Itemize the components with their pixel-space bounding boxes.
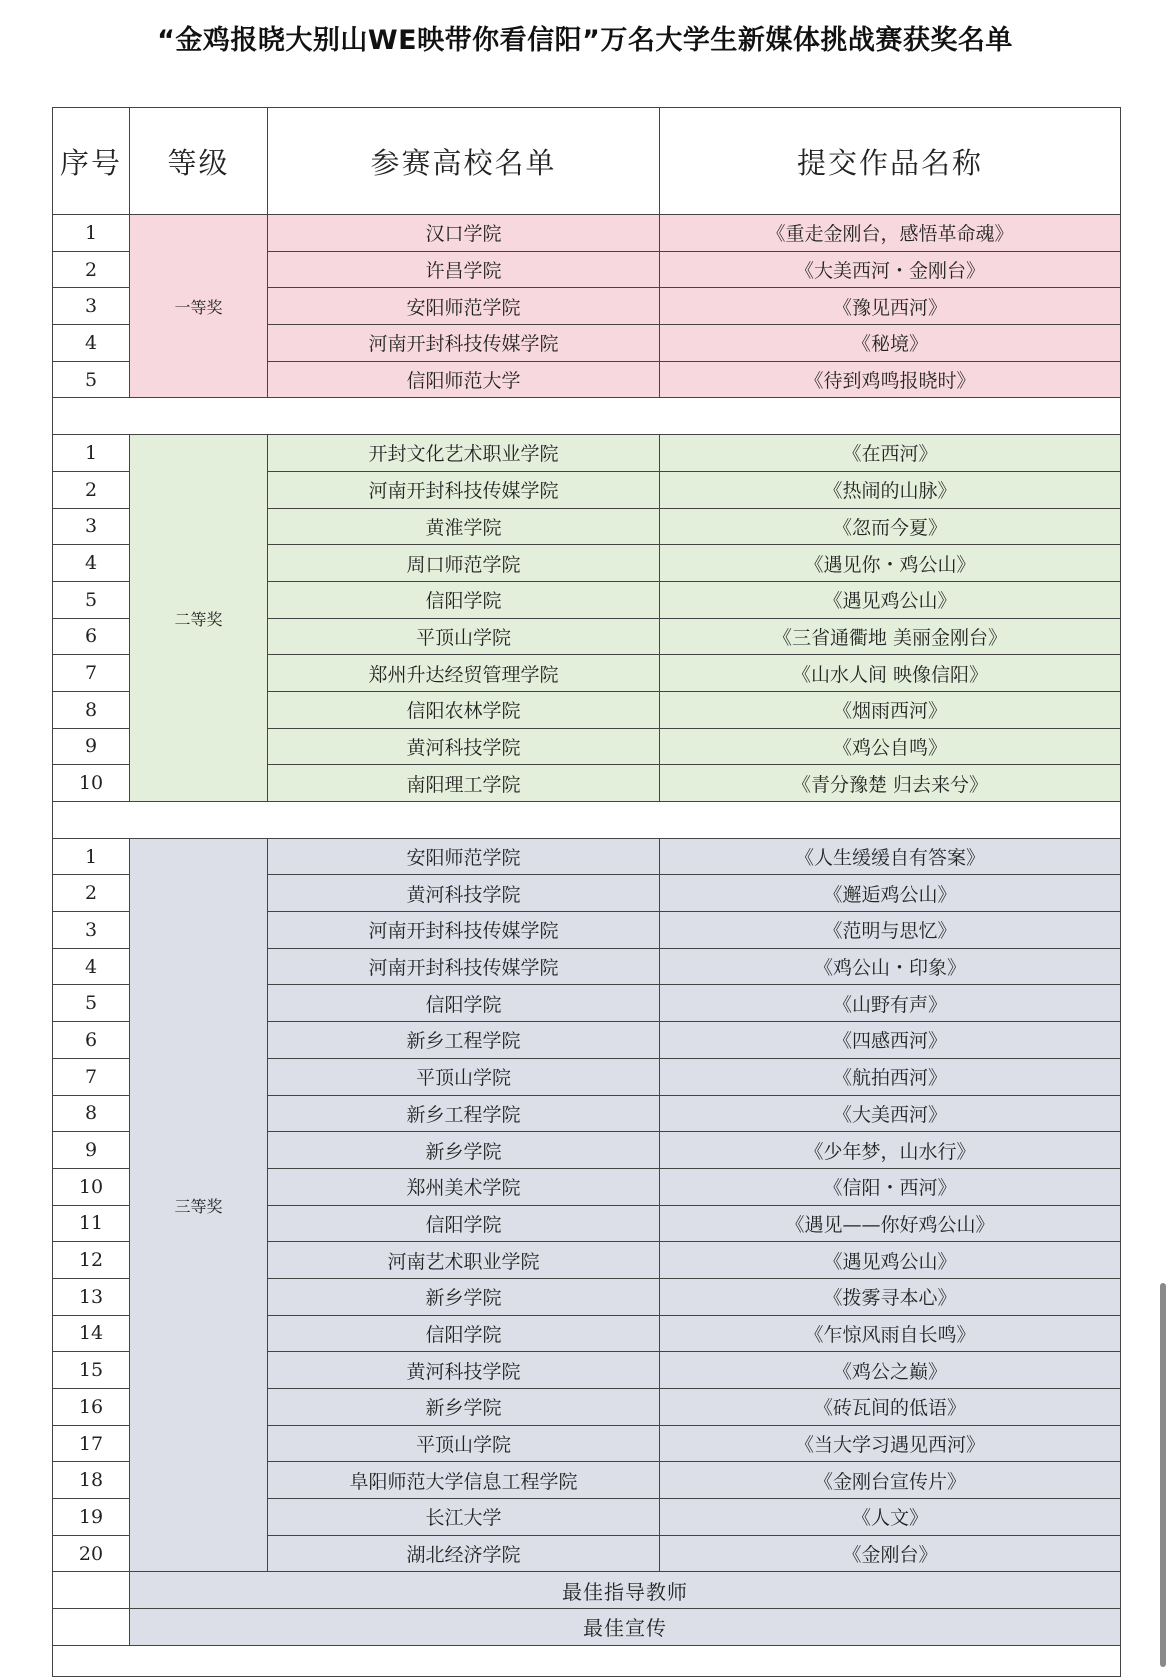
row-number: 2 <box>53 875 130 912</box>
tier-label: 二等奖 <box>130 435 268 802</box>
row-number: 1 <box>53 215 130 252</box>
work-title: 《航拍西河》 <box>660 1058 1121 1095</box>
work-title: 《鸡公自鸣》 <box>660 728 1121 765</box>
work-title: 《范明与思忆》 <box>660 912 1121 949</box>
row-number: 9 <box>53 1132 130 1169</box>
row-number: 5 <box>53 361 130 398</box>
school-name: 开封文化艺术职业学院 <box>268 435 660 472</box>
work-title: 《豫见西河》 <box>660 288 1121 325</box>
row-number: 10 <box>53 765 130 802</box>
work-title: 《遇见——你好鸡公山》 <box>660 1205 1121 1242</box>
school-name: 郑州升达经贸管理学院 <box>268 655 660 692</box>
blank-row <box>53 1645 1121 1676</box>
school-name: 新乡学院 <box>268 1278 660 1315</box>
header-number: 序号 <box>53 108 130 215</box>
work-title: 《鸡公之巅》 <box>660 1352 1121 1389</box>
table-row <box>53 215 1121 252</box>
school-name: 湖北经济学院 <box>268 1535 660 1572</box>
school-name: 平顶山学院 <box>268 1425 660 1462</box>
work-title: 《少年梦，山水行》 <box>660 1132 1121 1169</box>
work-title: 《烟雨西河》 <box>660 691 1121 728</box>
school-name: 信阳学院 <box>268 985 660 1022</box>
work-title: 《人文》 <box>660 1499 1121 1536</box>
footer-label: 最佳指导教师 <box>130 1572 1121 1609</box>
footer-empty-cell <box>53 1609 130 1646</box>
school-name: 汉口学院 <box>268 215 660 252</box>
separator-cell <box>53 398 1121 435</box>
row-number: 20 <box>53 1535 130 1572</box>
school-name: 河南开封科技传媒学院 <box>268 471 660 508</box>
row-number: 6 <box>53 618 130 655</box>
work-title: 《大美西河》 <box>660 1095 1121 1132</box>
footer-label: 最佳宣传 <box>130 1609 1121 1646</box>
work-title: 《拨雾寻本心》 <box>660 1278 1121 1315</box>
school-name: 信阳学院 <box>268 581 660 618</box>
row-number: 5 <box>53 985 130 1022</box>
work-title: 《砖瓦间的低语》 <box>660 1389 1121 1426</box>
school-name: 周口师范学院 <box>268 545 660 582</box>
row-number: 1 <box>53 435 130 472</box>
school-name: 新乡学院 <box>268 1132 660 1169</box>
row-number: 10 <box>53 1168 130 1205</box>
school-name: 信阳学院 <box>268 1205 660 1242</box>
work-title: 《青分豫楚 归去来兮》 <box>660 765 1121 802</box>
separator-cell <box>53 802 1121 839</box>
page-title: “金鸡报晓大别山WE映带你看信阳”万名大学生新媒体挑战赛获奖名单 <box>157 25 1013 56</box>
school-name: 平顶山学院 <box>268 618 660 655</box>
school-name: 河南艺术职业学院 <box>268 1242 660 1279</box>
row-number: 18 <box>53 1462 130 1499</box>
row-number: 8 <box>53 691 130 728</box>
work-title: 《大美西河・金刚台》 <box>660 251 1121 288</box>
row-number: 14 <box>53 1315 130 1352</box>
work-title: 《信阳・西河》 <box>660 1168 1121 1205</box>
row-number: 9 <box>53 728 130 765</box>
row-number: 1 <box>53 838 130 875</box>
row-number: 4 <box>53 545 130 582</box>
header-school: 参赛高校名单 <box>268 108 660 215</box>
work-title: 《在西河》 <box>660 435 1121 472</box>
school-name: 黄河科技学院 <box>268 728 660 765</box>
work-title: 《四感西河》 <box>660 1022 1121 1059</box>
work-title: 《金刚台宣传片》 <box>660 1462 1121 1499</box>
table-row <box>53 838 1121 875</box>
school-name: 许昌学院 <box>268 251 660 288</box>
school-name: 黄河科技学院 <box>268 1352 660 1389</box>
school-name: 南阳理工学院 <box>268 765 660 802</box>
work-title: 《三省通衢地 美丽金刚台》 <box>660 618 1121 655</box>
footer-row <box>53 1572 1121 1609</box>
row-number: 13 <box>53 1278 130 1315</box>
table-header-row <box>53 108 1121 215</box>
school-name: 河南开封科技传媒学院 <box>268 948 660 985</box>
tier-label: 一等奖 <box>130 215 268 398</box>
row-number: 7 <box>53 655 130 692</box>
row-number: 3 <box>53 912 130 949</box>
school-name: 新乡工程学院 <box>268 1095 660 1132</box>
tier-label: 三等奖 <box>130 838 268 1572</box>
work-title: 《人生缓缓自有答案》 <box>660 838 1121 875</box>
work-title: 《秘境》 <box>660 325 1121 362</box>
school-name: 黄河科技学院 <box>268 875 660 912</box>
school-name: 河南开封科技传媒学院 <box>268 325 660 362</box>
group-separator <box>53 802 1121 839</box>
row-number: 4 <box>53 325 130 362</box>
work-title: 《当大学习遇见西河》 <box>660 1425 1121 1462</box>
footer-empty-cell <box>53 1572 130 1609</box>
scrollbar[interactable] <box>1160 1283 1166 1667</box>
row-number: 4 <box>53 948 130 985</box>
footer-row <box>53 1609 1121 1646</box>
row-number: 3 <box>53 508 130 545</box>
school-name: 黄淮学院 <box>268 508 660 545</box>
work-title: 《金刚台》 <box>660 1535 1121 1572</box>
school-name: 信阳师范大学 <box>268 361 660 398</box>
school-name: 信阳农林学院 <box>268 691 660 728</box>
work-title: 《鸡公山・印象》 <box>660 948 1121 985</box>
work-title: 《热闹的山脉》 <box>660 471 1121 508</box>
work-title: 《重走金刚台，感悟革命魂》 <box>660 215 1121 252</box>
row-number: 16 <box>53 1389 130 1426</box>
work-title: 《遇见你・鸡公山》 <box>660 545 1121 582</box>
work-title: 《遇见鸡公山》 <box>660 581 1121 618</box>
row-number: 3 <box>53 288 130 325</box>
row-number: 2 <box>53 251 130 288</box>
school-name: 信阳学院 <box>268 1315 660 1352</box>
row-number: 5 <box>53 581 130 618</box>
group-separator <box>53 398 1121 435</box>
row-number: 15 <box>53 1352 130 1389</box>
work-title: 《乍惊风雨自长鸣》 <box>660 1315 1121 1352</box>
school-name: 安阳师范学院 <box>268 288 660 325</box>
school-name: 安阳师范学院 <box>268 838 660 875</box>
school-name: 平顶山学院 <box>268 1058 660 1095</box>
school-name: 新乡学院 <box>268 1389 660 1426</box>
table-body <box>53 215 1121 1677</box>
work-title: 《忽而今夏》 <box>660 508 1121 545</box>
table-row <box>53 435 1121 472</box>
row-number: 19 <box>53 1499 130 1536</box>
school-name: 郑州美术学院 <box>268 1168 660 1205</box>
work-title: 《待到鸡鸣报晓时》 <box>660 361 1121 398</box>
work-title: 《山野有声》 <box>660 985 1121 1022</box>
row-number: 2 <box>53 471 130 508</box>
row-number: 11 <box>53 1205 130 1242</box>
row-number: 12 <box>53 1242 130 1279</box>
header-tier: 等级 <box>130 108 268 215</box>
award-table <box>52 107 1121 1677</box>
row-number: 17 <box>53 1425 130 1462</box>
row-number: 6 <box>53 1022 130 1059</box>
school-name: 长江大学 <box>268 1499 660 1536</box>
row-number: 8 <box>53 1095 130 1132</box>
school-name: 河南开封科技传媒学院 <box>268 912 660 949</box>
blank-cell <box>53 1645 1121 1676</box>
header-work: 提交作品名称 <box>660 108 1121 215</box>
work-title: 《山水人间 映像信阳》 <box>660 655 1121 692</box>
school-name: 阜阳师范大学信息工程学院 <box>268 1462 660 1499</box>
row-number: 7 <box>53 1058 130 1095</box>
work-title: 《遇见鸡公山》 <box>660 1242 1121 1279</box>
work-title: 《邂逅鸡公山》 <box>660 875 1121 912</box>
school-name: 新乡工程学院 <box>268 1022 660 1059</box>
